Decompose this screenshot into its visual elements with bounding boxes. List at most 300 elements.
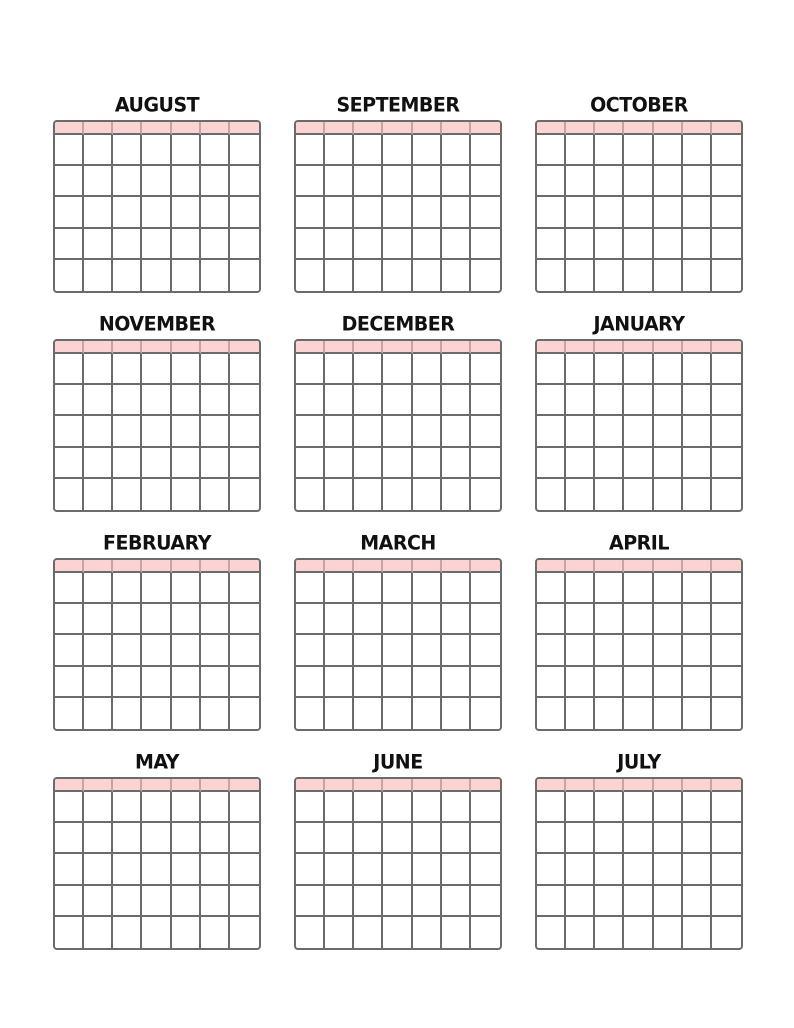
day-cell xyxy=(230,698,259,729)
day-cell xyxy=(595,573,624,604)
day-cell xyxy=(712,135,741,166)
day-cell xyxy=(201,166,230,197)
weekday-header-cell xyxy=(230,122,259,135)
day-cell xyxy=(413,166,442,197)
day-cell xyxy=(471,573,500,604)
day-cell xyxy=(142,385,171,416)
weekday-header-cell xyxy=(442,779,471,792)
day-cell xyxy=(55,197,84,228)
weekday-header-cell xyxy=(712,341,741,354)
day-cell xyxy=(325,135,354,166)
weekday-header-cell xyxy=(471,122,500,135)
month-title: JULY xyxy=(617,750,661,774)
weekday-header-cell xyxy=(413,341,442,354)
day-cell xyxy=(325,667,354,698)
day-cell xyxy=(113,667,142,698)
day-cell xyxy=(413,886,442,917)
day-cell xyxy=(471,917,500,948)
month-grid xyxy=(535,120,743,293)
day-cell xyxy=(325,448,354,479)
month-march xyxy=(294,530,502,735)
day-cell xyxy=(230,197,259,228)
weekday-header-cell xyxy=(683,779,712,792)
weekday-header-cell xyxy=(325,122,354,135)
day-cell xyxy=(172,698,201,729)
day-cell xyxy=(55,416,84,447)
day-cell xyxy=(354,197,383,228)
day-cell xyxy=(471,823,500,854)
weekday-header-cell xyxy=(325,779,354,792)
day-cell xyxy=(383,573,412,604)
month-april xyxy=(535,530,743,735)
day-cell xyxy=(84,854,113,885)
weekday-header-cell xyxy=(712,122,741,135)
day-cell xyxy=(413,667,442,698)
day-cell xyxy=(142,229,171,260)
day-cell xyxy=(201,416,230,447)
day-cell xyxy=(172,229,201,260)
day-cell xyxy=(537,416,566,447)
day-cell xyxy=(383,416,412,447)
day-cell xyxy=(354,135,383,166)
day-cell xyxy=(566,479,595,510)
day-cell xyxy=(296,854,325,885)
weekday-header-cell xyxy=(55,341,84,354)
weekday-header-cell xyxy=(471,560,500,573)
day-cell xyxy=(172,917,201,948)
day-cell xyxy=(442,385,471,416)
day-cell xyxy=(142,479,171,510)
day-cell xyxy=(172,886,201,917)
day-cell xyxy=(683,604,712,635)
day-cell xyxy=(595,197,624,228)
weekday-header-cell xyxy=(296,560,325,573)
day-cell xyxy=(55,448,84,479)
day-cell xyxy=(354,792,383,823)
day-cell xyxy=(296,354,325,385)
day-cell xyxy=(354,698,383,729)
day-cell xyxy=(201,886,230,917)
weekday-header-cell xyxy=(566,779,595,792)
day-cell xyxy=(113,385,142,416)
day-cell xyxy=(84,792,113,823)
day-cell xyxy=(383,635,412,666)
day-cell xyxy=(471,635,500,666)
day-cell xyxy=(296,635,325,666)
day-cell xyxy=(201,917,230,948)
day-cell xyxy=(142,604,171,635)
day-cell xyxy=(683,448,712,479)
day-cell xyxy=(325,823,354,854)
weekday-header-cell xyxy=(654,560,683,573)
day-cell xyxy=(683,667,712,698)
day-cell xyxy=(142,573,171,604)
weekday-header-cell xyxy=(230,341,259,354)
day-cell xyxy=(325,416,354,447)
day-cell xyxy=(654,604,683,635)
day-cell xyxy=(471,166,500,197)
weekday-header-cell xyxy=(201,122,230,135)
weekday-header-cell xyxy=(172,341,201,354)
day-cell xyxy=(230,573,259,604)
day-cell xyxy=(325,792,354,823)
day-cell xyxy=(471,604,500,635)
day-cell xyxy=(230,854,259,885)
day-cell xyxy=(624,854,653,885)
day-cell xyxy=(84,667,113,698)
day-cell xyxy=(654,260,683,291)
day-cell xyxy=(201,354,230,385)
day-cell xyxy=(442,416,471,447)
day-cell xyxy=(383,604,412,635)
day-cell xyxy=(654,667,683,698)
day-cell xyxy=(442,698,471,729)
day-cell xyxy=(566,573,595,604)
day-cell xyxy=(55,229,84,260)
weekday-header-cell xyxy=(471,341,500,354)
day-cell xyxy=(84,604,113,635)
day-cell xyxy=(624,416,653,447)
day-cell xyxy=(624,260,653,291)
day-cell xyxy=(354,416,383,447)
day-cell xyxy=(201,229,230,260)
day-cell xyxy=(683,854,712,885)
day-cell xyxy=(683,385,712,416)
month-june xyxy=(294,749,502,954)
day-cell xyxy=(55,792,84,823)
day-cell xyxy=(296,792,325,823)
day-cell xyxy=(624,698,653,729)
day-cell xyxy=(712,260,741,291)
day-cell xyxy=(566,135,595,166)
day-cell xyxy=(84,166,113,197)
day-cell xyxy=(55,917,84,948)
day-cell xyxy=(354,354,383,385)
day-cell xyxy=(230,166,259,197)
day-cell xyxy=(354,886,383,917)
day-cell xyxy=(624,667,653,698)
day-cell xyxy=(537,573,566,604)
weekday-header-cell xyxy=(201,341,230,354)
day-cell xyxy=(296,416,325,447)
weekday-header-cell xyxy=(354,560,383,573)
day-cell xyxy=(566,886,595,917)
day-cell xyxy=(413,260,442,291)
day-cell xyxy=(654,354,683,385)
day-cell xyxy=(624,229,653,260)
month-title: DECEMBER xyxy=(341,312,455,336)
day-cell xyxy=(566,197,595,228)
day-cell xyxy=(595,229,624,260)
weekday-header-cell xyxy=(172,122,201,135)
weekday-header-cell xyxy=(683,560,712,573)
day-cell xyxy=(413,229,442,260)
day-cell xyxy=(566,448,595,479)
day-cell xyxy=(55,854,84,885)
day-cell xyxy=(712,573,741,604)
day-cell xyxy=(84,135,113,166)
day-cell xyxy=(683,698,712,729)
day-cell xyxy=(383,229,412,260)
day-cell xyxy=(537,886,566,917)
day-cell xyxy=(113,635,142,666)
day-cell xyxy=(84,823,113,854)
day-cell xyxy=(654,135,683,166)
day-cell xyxy=(383,479,412,510)
day-cell xyxy=(113,698,142,729)
day-cell xyxy=(325,479,354,510)
day-cell xyxy=(325,197,354,228)
day-cell xyxy=(683,823,712,854)
month-grid xyxy=(535,558,743,731)
day-cell xyxy=(413,197,442,228)
day-cell xyxy=(624,354,653,385)
day-cell xyxy=(113,823,142,854)
month-grid xyxy=(53,339,261,512)
day-cell xyxy=(566,229,595,260)
day-cell xyxy=(442,135,471,166)
weekday-header-cell xyxy=(230,560,259,573)
day-cell xyxy=(383,448,412,479)
day-cell xyxy=(566,698,595,729)
day-cell xyxy=(683,416,712,447)
month-grid xyxy=(53,777,261,950)
day-cell xyxy=(55,886,84,917)
weekday-header-cell xyxy=(230,779,259,792)
day-cell xyxy=(683,197,712,228)
day-cell xyxy=(537,667,566,698)
day-cell xyxy=(55,385,84,416)
day-cell xyxy=(354,385,383,416)
day-cell xyxy=(296,385,325,416)
day-cell xyxy=(537,197,566,228)
weekday-header-cell xyxy=(142,779,171,792)
day-cell xyxy=(537,698,566,729)
day-cell xyxy=(624,573,653,604)
weekday-header-cell xyxy=(201,779,230,792)
day-cell xyxy=(442,354,471,385)
day-cell xyxy=(296,197,325,228)
day-cell xyxy=(84,260,113,291)
month-title: FEBRUARY xyxy=(103,531,211,555)
day-cell xyxy=(296,698,325,729)
day-cell xyxy=(683,354,712,385)
day-cell xyxy=(55,698,84,729)
day-cell xyxy=(142,667,171,698)
weekday-header-cell xyxy=(595,779,624,792)
day-cell xyxy=(142,635,171,666)
day-cell xyxy=(413,135,442,166)
day-cell xyxy=(84,917,113,948)
day-cell xyxy=(442,166,471,197)
day-cell xyxy=(413,448,442,479)
day-cell xyxy=(113,166,142,197)
day-cell xyxy=(442,479,471,510)
weekday-header-cell xyxy=(442,341,471,354)
day-cell xyxy=(201,135,230,166)
day-cell xyxy=(201,635,230,666)
day-cell xyxy=(595,823,624,854)
weekday-header-cell xyxy=(683,122,712,135)
day-cell xyxy=(383,917,412,948)
month-grid xyxy=(53,120,261,293)
day-cell xyxy=(201,448,230,479)
day-cell xyxy=(84,197,113,228)
month-grid xyxy=(53,558,261,731)
day-cell xyxy=(142,823,171,854)
month-october xyxy=(535,92,743,297)
day-cell xyxy=(654,416,683,447)
month-title: APRIL xyxy=(609,531,669,555)
day-cell xyxy=(296,479,325,510)
weekday-header-cell xyxy=(712,560,741,573)
month-title: AUGUST xyxy=(114,93,200,117)
day-cell xyxy=(624,917,653,948)
day-cell xyxy=(142,698,171,729)
day-cell xyxy=(442,197,471,228)
day-cell xyxy=(442,260,471,291)
day-cell xyxy=(230,792,259,823)
month-august xyxy=(53,92,261,297)
day-cell xyxy=(230,448,259,479)
day-cell xyxy=(84,229,113,260)
day-cell xyxy=(113,573,142,604)
weekday-header-cell xyxy=(442,122,471,135)
day-cell xyxy=(230,479,259,510)
day-cell xyxy=(566,917,595,948)
day-cell xyxy=(413,416,442,447)
day-cell xyxy=(84,479,113,510)
month-grid xyxy=(294,120,502,293)
day-cell xyxy=(296,604,325,635)
day-cell xyxy=(325,229,354,260)
weekday-header-cell xyxy=(113,341,142,354)
day-cell xyxy=(537,229,566,260)
day-cell xyxy=(413,698,442,729)
day-cell xyxy=(712,448,741,479)
day-cell xyxy=(624,823,653,854)
day-cell xyxy=(683,635,712,666)
day-cell xyxy=(471,792,500,823)
day-cell xyxy=(354,229,383,260)
day-cell xyxy=(172,854,201,885)
day-cell xyxy=(325,886,354,917)
day-cell xyxy=(712,354,741,385)
weekday-header-cell xyxy=(413,122,442,135)
day-cell xyxy=(413,604,442,635)
day-cell xyxy=(325,917,354,948)
day-cell xyxy=(442,635,471,666)
day-cell xyxy=(712,479,741,510)
day-cell xyxy=(566,823,595,854)
day-cell xyxy=(172,197,201,228)
day-cell xyxy=(595,917,624,948)
month-title: OCTOBER xyxy=(590,93,688,117)
weekday-header-cell xyxy=(654,122,683,135)
weekday-header-cell xyxy=(84,779,113,792)
day-cell xyxy=(442,792,471,823)
day-cell xyxy=(566,792,595,823)
day-cell xyxy=(712,917,741,948)
day-cell xyxy=(172,166,201,197)
day-cell xyxy=(712,886,741,917)
day-cell xyxy=(325,698,354,729)
day-cell xyxy=(230,886,259,917)
month-september xyxy=(294,92,502,297)
day-cell xyxy=(55,260,84,291)
day-cell xyxy=(595,135,624,166)
weekday-header-cell xyxy=(172,560,201,573)
day-cell xyxy=(654,823,683,854)
day-cell xyxy=(84,573,113,604)
day-cell xyxy=(683,166,712,197)
day-cell xyxy=(566,166,595,197)
day-cell xyxy=(201,792,230,823)
weekday-header-cell xyxy=(142,122,171,135)
day-cell xyxy=(55,573,84,604)
weekday-header-cell xyxy=(595,560,624,573)
day-cell xyxy=(683,792,712,823)
day-cell xyxy=(537,604,566,635)
day-cell xyxy=(142,416,171,447)
day-cell xyxy=(383,135,412,166)
day-cell xyxy=(624,635,653,666)
day-cell xyxy=(413,479,442,510)
weekday-header-cell xyxy=(624,341,653,354)
day-cell xyxy=(296,886,325,917)
day-cell xyxy=(683,573,712,604)
weekday-header-cell xyxy=(325,341,354,354)
month-title: JUNE xyxy=(373,750,423,774)
day-cell xyxy=(624,385,653,416)
weekday-header-cell xyxy=(296,122,325,135)
day-cell xyxy=(413,854,442,885)
day-cell xyxy=(354,604,383,635)
day-cell xyxy=(296,573,325,604)
weekday-header-cell xyxy=(296,779,325,792)
day-cell xyxy=(654,385,683,416)
weekday-header-cell xyxy=(325,560,354,573)
day-cell xyxy=(413,917,442,948)
weekday-header-cell xyxy=(383,560,412,573)
day-cell xyxy=(471,667,500,698)
weekday-header-cell xyxy=(55,779,84,792)
weekday-header-cell xyxy=(566,341,595,354)
day-cell xyxy=(566,854,595,885)
day-cell xyxy=(624,604,653,635)
day-cell xyxy=(296,448,325,479)
month-title: SEPTEMBER xyxy=(336,93,460,117)
weekday-header-cell xyxy=(113,779,142,792)
month-july xyxy=(535,749,743,954)
weekday-header-cell xyxy=(654,779,683,792)
day-cell xyxy=(230,354,259,385)
day-cell xyxy=(325,260,354,291)
day-cell xyxy=(172,354,201,385)
weekday-header-cell xyxy=(471,779,500,792)
day-cell xyxy=(113,479,142,510)
weekday-header-cell xyxy=(84,341,113,354)
weekday-header-cell xyxy=(442,560,471,573)
day-cell xyxy=(84,635,113,666)
day-cell xyxy=(142,135,171,166)
day-cell xyxy=(296,260,325,291)
day-cell xyxy=(654,448,683,479)
day-cell xyxy=(142,792,171,823)
day-cell xyxy=(537,166,566,197)
day-cell xyxy=(595,166,624,197)
day-cell xyxy=(201,823,230,854)
